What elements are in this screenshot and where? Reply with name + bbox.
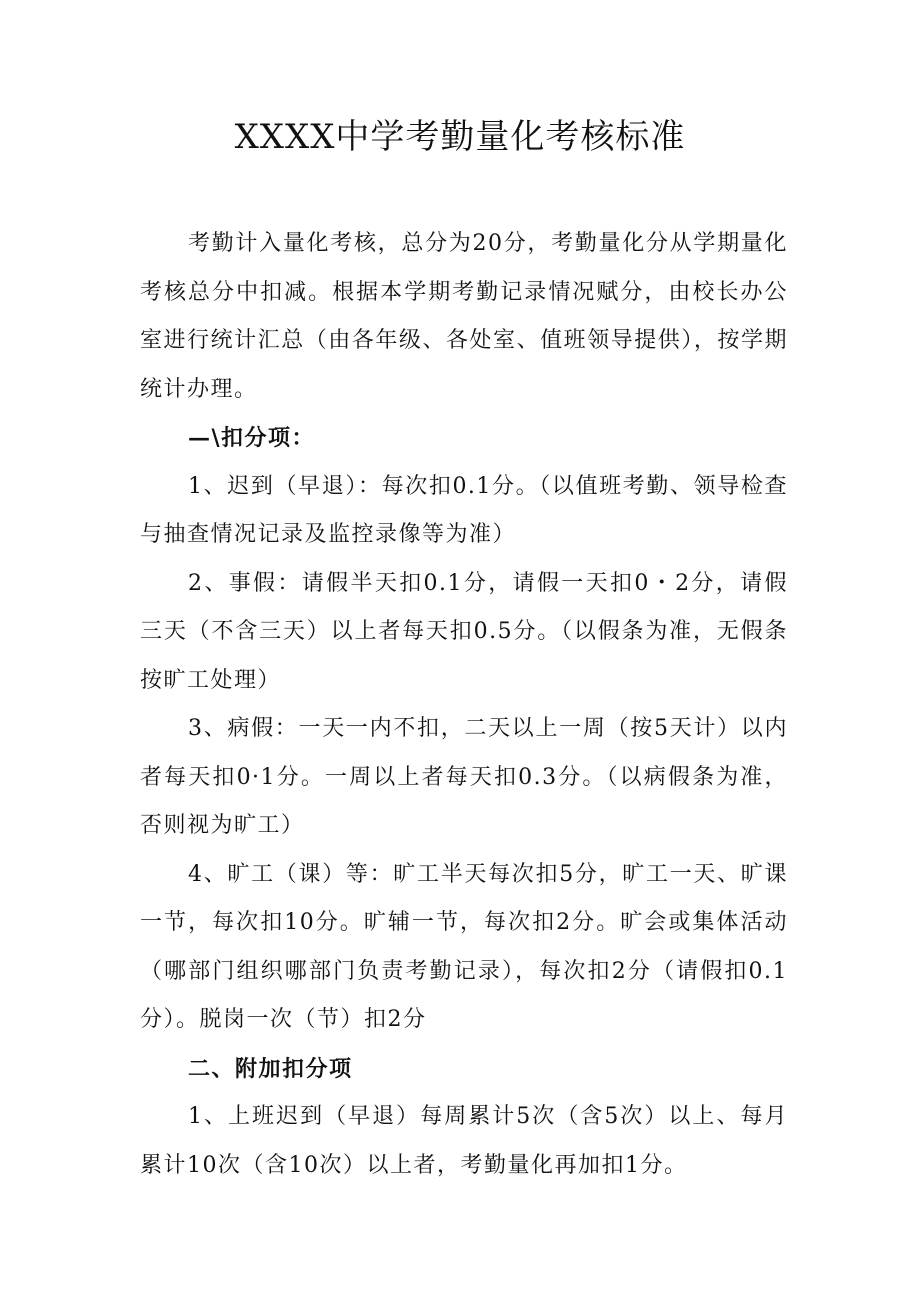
deduction-item-late: 1、迟到（早退）：每次扣0.1分。（以值班考勤、领导检查与抽查情况记录及监控录像等为准） xyxy=(140,473,788,547)
document-title: XXXX中学考勤量化考核标准 xyxy=(234,117,686,157)
section-heading-additional: 二、附加扣分项 xyxy=(188,1055,353,1082)
deduction-item-absence: 4、旷工（课）等：旷工半天每次扣5分，旷工一天、旷课一节，每次扣10分。旷辅一节，每次扣2分。旷会或集体活动（哪部门组织哪部门负责考勤记录），每次扣2分（请假扣0.1分）。脱岗一次（节）扣2分 xyxy=(140,861,788,1032)
additional-item-cumulative-late: 1、上班迟到（早退）每周累计5次（含5次）以上、每月累计10次（含10次）以上者，考勤量化再加扣1分。 xyxy=(140,1104,788,1178)
section-heading-deductions: —\扣分项： xyxy=(188,425,316,451)
deduction-item-sick-leave: 3、病假：一天一内不扣，二天以上一周（按5天计）以内者每天扣0·1分。一周以上者每天扣0.3分。（以病假条为准，否则视为旷工） xyxy=(140,716,788,838)
deduction-item-personal-leave: 2、事假：请假半天扣0.1分，请假一天扣0・2分，请假三天（不含三天）以上者每天扣0.5分。（以假条为准，无假条按旷工处理） xyxy=(140,570,788,693)
intro-paragraph: 考勤计入量化考核，总分为20分，考勤量化分从学期量化考核总分中扣减。根据本学期考勤记录情况赋分，由校长办公室进行统计汇总（由各年级、各处室、值班领导提供），按学期统计办理。 xyxy=(140,231,788,402)
document-body xyxy=(140,220,788,1190)
